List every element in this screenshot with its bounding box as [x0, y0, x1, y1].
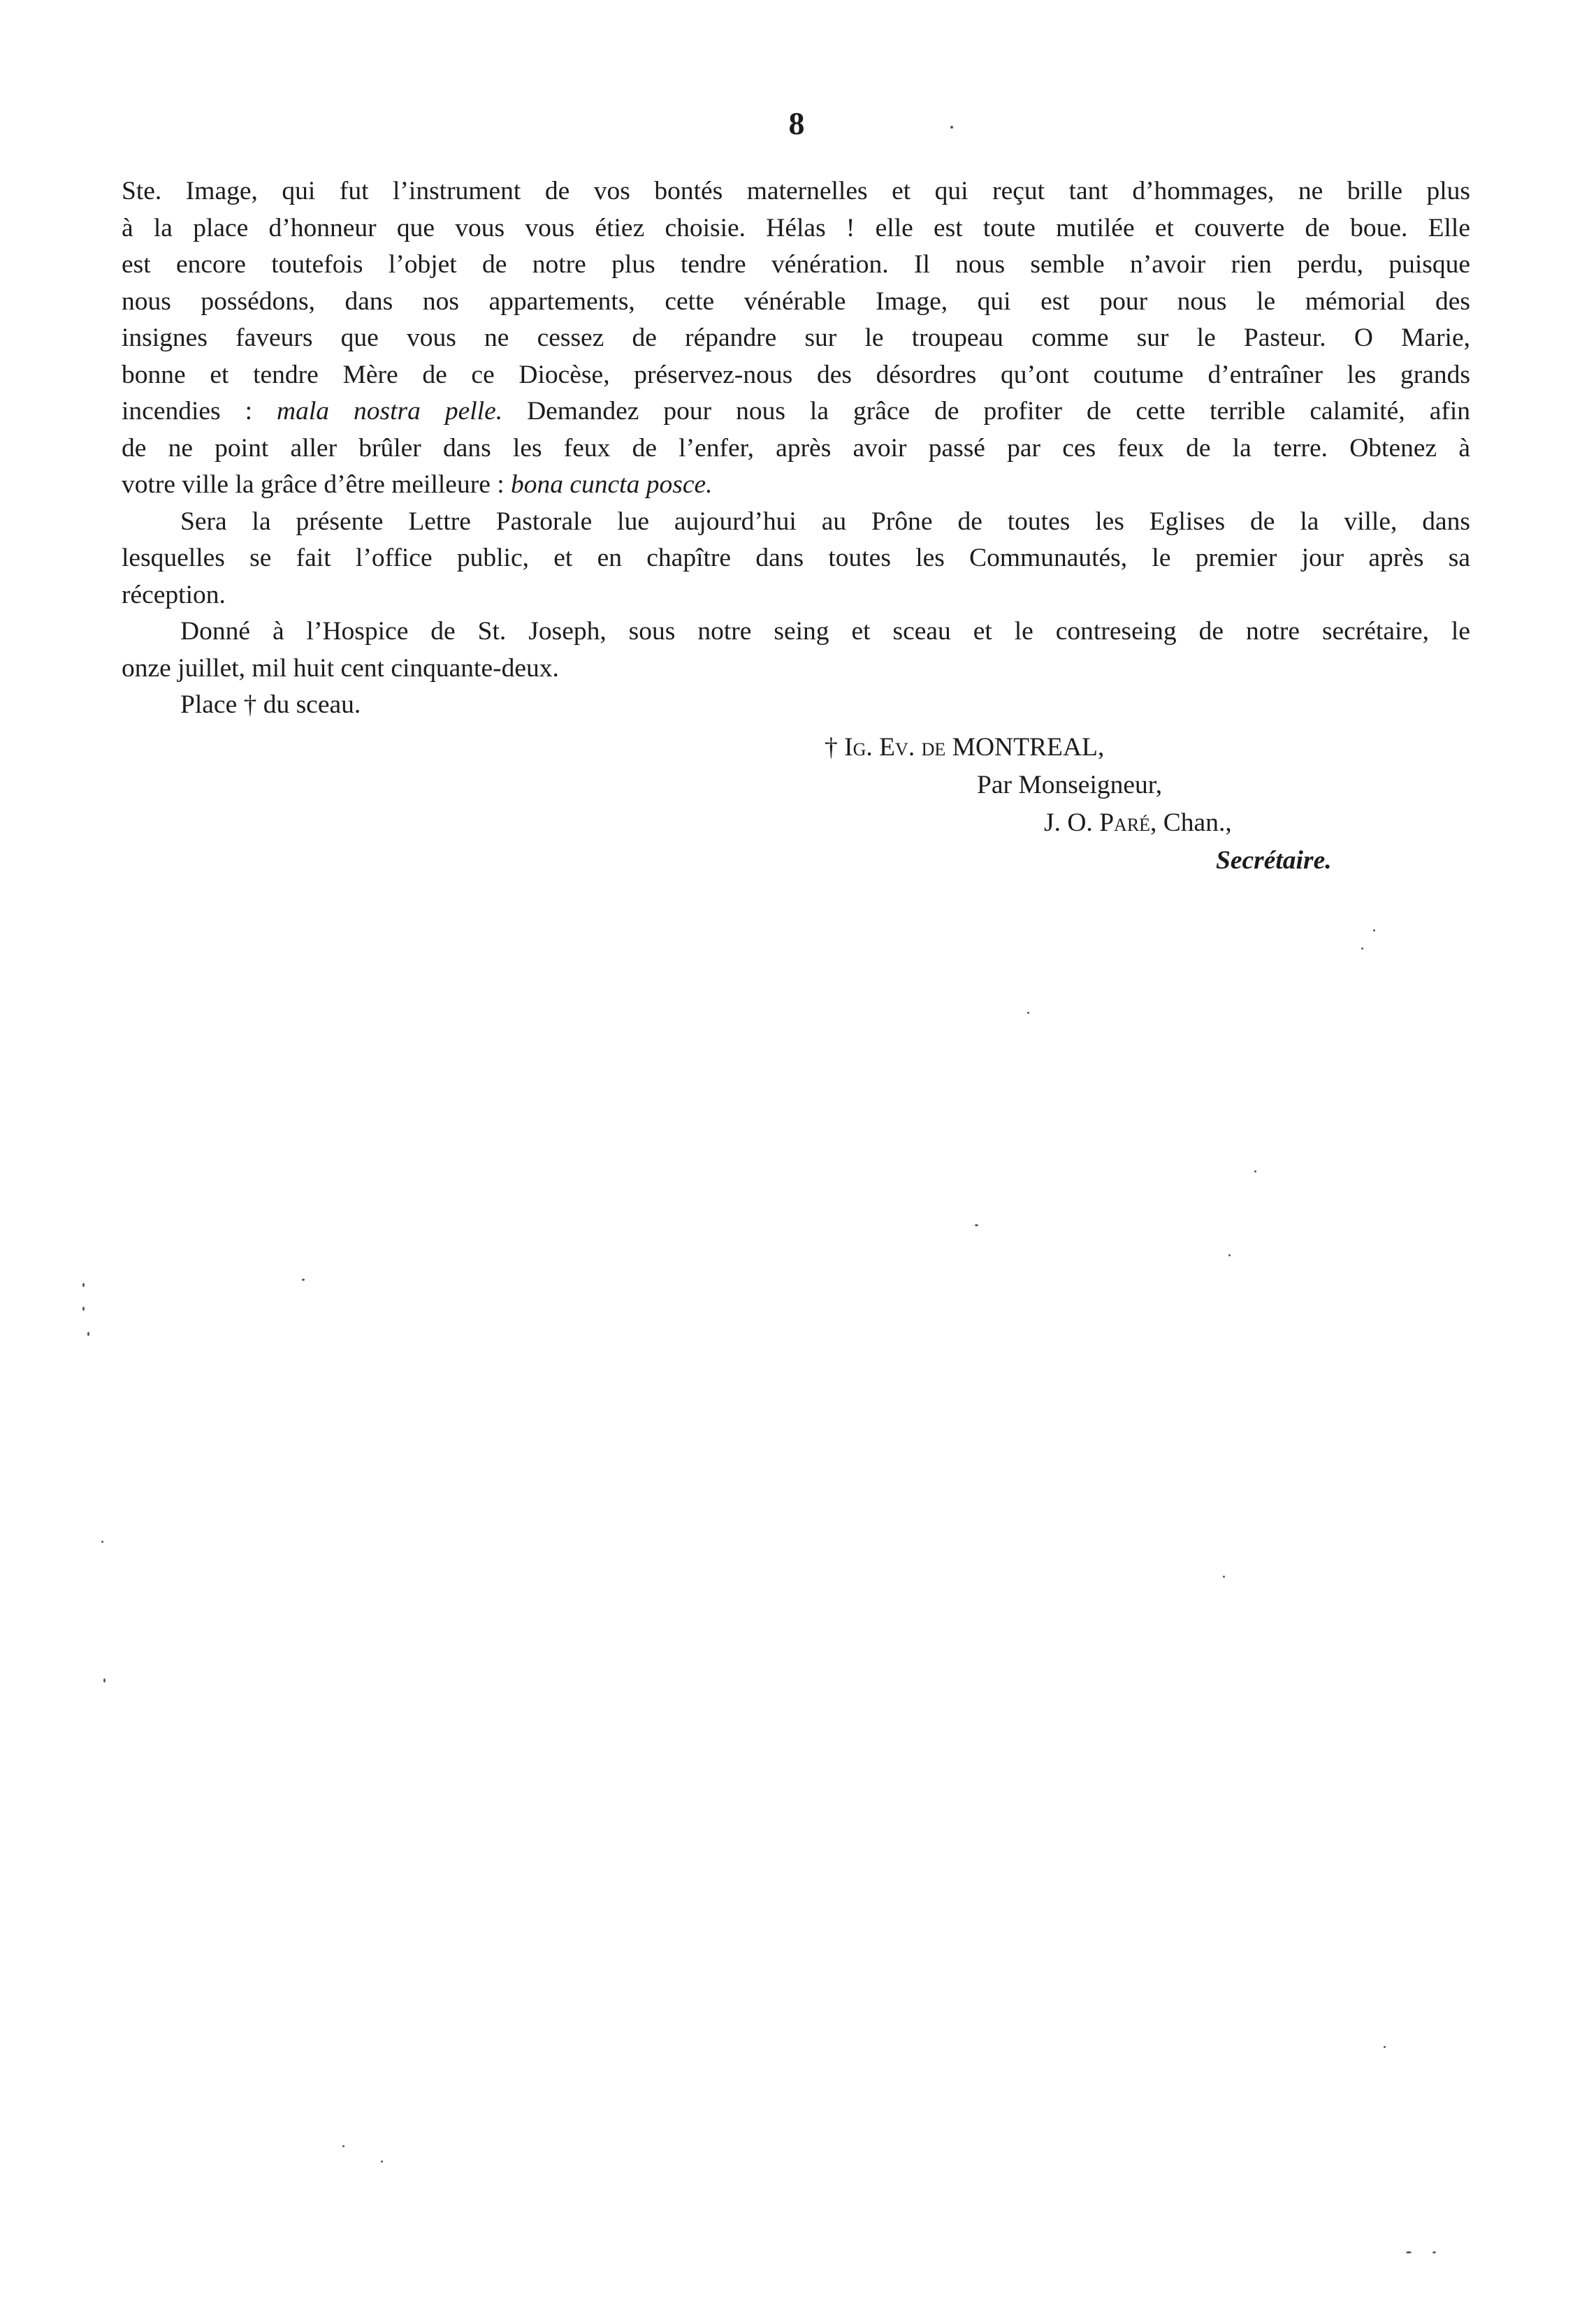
scan-speck — [1027, 1012, 1029, 1014]
scan-speck — [103, 1678, 106, 1683]
bishop-abbr: Ig. Ev. — [844, 733, 915, 762]
text-line: Sera la présente Lettre Pastorale lue aujourd’hui au Prône de toutes les Eglises de la ville, dans — [180, 507, 1470, 536]
paragraph-2 — [122, 504, 1470, 614]
text-line: Donné à l’Hospice de St. Joseph, sous notre seing et sceau et le contreseing de notre secrétaire, le — [180, 617, 1470, 646]
countersign-line: Par Monseigneur, — [977, 771, 1163, 799]
scan-speck — [87, 1332, 89, 1336]
paragraph-1 — [122, 173, 1470, 504]
bishop-particle: de — [921, 733, 946, 762]
text-line: nous possédons, dans nos appartements, cette vénérable Image, qui est pour nous le mémorial des — [122, 286, 1470, 316]
secretary-title: Secrétaire. — [1216, 846, 1332, 875]
text-line: lesquelles se fait l’office public, et en chapître dans toutes les Communautés, le premier jour après sa — [122, 544, 1470, 572]
scan-speck — [1254, 1170, 1256, 1172]
text-segment: incendies : — [122, 397, 253, 426]
secretary-suffix: , Chan., — [1150, 808, 1232, 837]
text-line: insignes faveurs que vous ne cessez de répandre sur le troupeau comme sur le Pasteur. O Marie, — [122, 324, 1470, 352]
paragraph-3 — [122, 613, 1470, 687]
scan-speck — [1361, 947, 1363, 950]
bishop-signature — [825, 732, 1104, 762]
scan-speck — [82, 1307, 85, 1311]
latin-phrase: bona cuncta posce. — [511, 470, 713, 499]
scan-speck — [101, 1541, 103, 1543]
text-line: de ne point aller brûler dans les feux de l’enfer, après avoir passé par ces feux de la terre. Obtenez à — [122, 433, 1470, 463]
scan-speck — [342, 2145, 344, 2147]
text-line — [122, 467, 1470, 504]
bishop-see: MONTREAL, — [952, 733, 1105, 762]
text-line: est encore toutefois l’objet de notre plus tendre vénération. Il nous semble n’avoir rien perdu, puisque — [122, 250, 1470, 279]
latin-phrase: mala nostra pelle. — [277, 397, 503, 426]
text-line: réception. — [122, 580, 226, 609]
text-segment: Demandez pour nous la grâce de profiter de cette terrible calamité, afin — [527, 397, 1470, 426]
cross-symbol: † — [825, 733, 838, 762]
scan-speck — [381, 2160, 383, 2163]
secretary-name: Paré — [1099, 808, 1151, 837]
text-line: onze juillet, mil huit cent cinquante-deux. — [122, 653, 559, 683]
letter-body — [122, 173, 1470, 724]
scan-speck — [1432, 2251, 1436, 2253]
scan-speck — [950, 126, 953, 129]
scan-speck — [1228, 1254, 1231, 1256]
scan-speck — [1384, 2046, 1386, 2048]
page-number: 8 — [788, 106, 805, 141]
scan-speck — [1406, 2251, 1412, 2253]
secretary-signature — [1044, 808, 1232, 838]
scan-speck — [975, 1224, 978, 1226]
scan-speck — [82, 1283, 85, 1287]
text-line — [122, 393, 1470, 430]
seal-place — [122, 687, 1470, 724]
text-segment: votre ville la grâce d’être meilleure : — [122, 470, 505, 499]
secretary-initials: J. O. — [1044, 808, 1093, 837]
scan-speck — [302, 1279, 305, 1281]
text-line: à la place d’honneur que vous vous étiez choisie. Hélas ! elle est toute mutilée et couverte de boue. Elle — [122, 213, 1470, 242]
text-line: Place † du sceau. — [180, 690, 361, 719]
text-line: Ste. Image, qui fut l’instrument de vos bontés maternelles et qui reçut tant d’hommages, ne brille plus — [122, 177, 1470, 205]
text-line: bonne et tendre Mère de ce Diocèse, préservez-nous des désordres qu’ont coutume d’entraîner les grands — [122, 360, 1470, 389]
scan-speck — [1373, 929, 1375, 931]
scan-speck — [1223, 1576, 1225, 1578]
